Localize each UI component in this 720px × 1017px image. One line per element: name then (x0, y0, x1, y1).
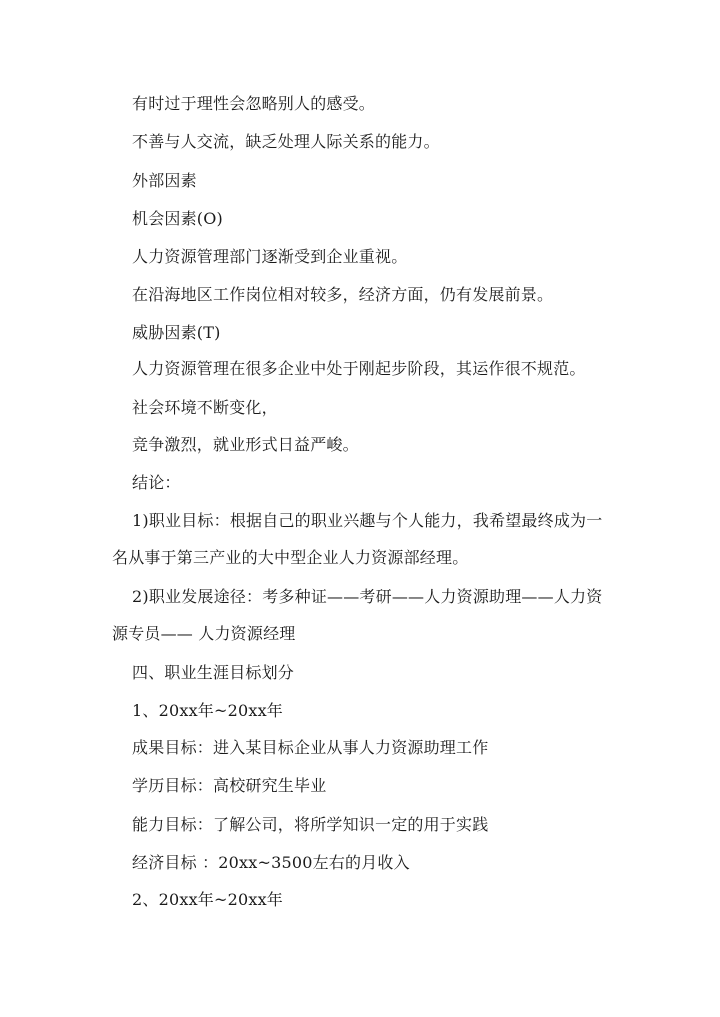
text-line: 人力资源管理部门逐渐受到企业重视。 (132, 247, 408, 266)
section-heading: 结论： (132, 473, 181, 492)
text-line: 不善与人交流，缺乏处理人际关系的能力。 (132, 132, 440, 151)
section-heading: 外部因素 (132, 171, 197, 190)
text-line: 人力资源管理在很多企业中处于刚起步阶段，其运作很不规范。 (132, 359, 586, 378)
text-line: 能力目标：了解公司，将所学知识一定的用于实践 (132, 815, 489, 834)
text-line: 学历目标：高校研究生毕业 (132, 776, 327, 795)
text-line: 源专员—— 人力资源经理 (112, 624, 296, 643)
subsection-heading: 机会因素(O) (132, 209, 224, 228)
text-line: 1)职业目标：根据自己的职业兴趣与个人能力，我希望最终成为一 (132, 511, 603, 530)
list-item-heading: 1、20xx年~20xx年 (132, 701, 283, 720)
text-line: 有时过于理性会忽略别人的感受。 (132, 94, 376, 113)
text-line: 在沿海地区工作岗位相对较多，经济方面，仍有发展前景。 (132, 285, 554, 304)
text-line: 竞争激烈，就业形式日益严峻。 (132, 435, 359, 454)
text-line: 经济目标 ：20xx~3500左右的月收入 (132, 853, 410, 872)
subsection-heading: 威胁因素(T) (132, 323, 221, 342)
section-heading: 四、职业生涯目标划分 (132, 663, 295, 682)
text-line: 成果目标：进入某目标企业从事人力资源助理工作 (132, 738, 489, 757)
text-line: 名从事于第三产业的大中型企业人力资源部经理。 (112, 548, 469, 567)
text-line: 2)职业发展途径：考多种证——考研——人力资源助理——人力资 (132, 587, 603, 606)
text-line: 社会环境不断变化， (132, 398, 278, 417)
list-item-heading: 2、20xx年~20xx年 (132, 890, 283, 909)
